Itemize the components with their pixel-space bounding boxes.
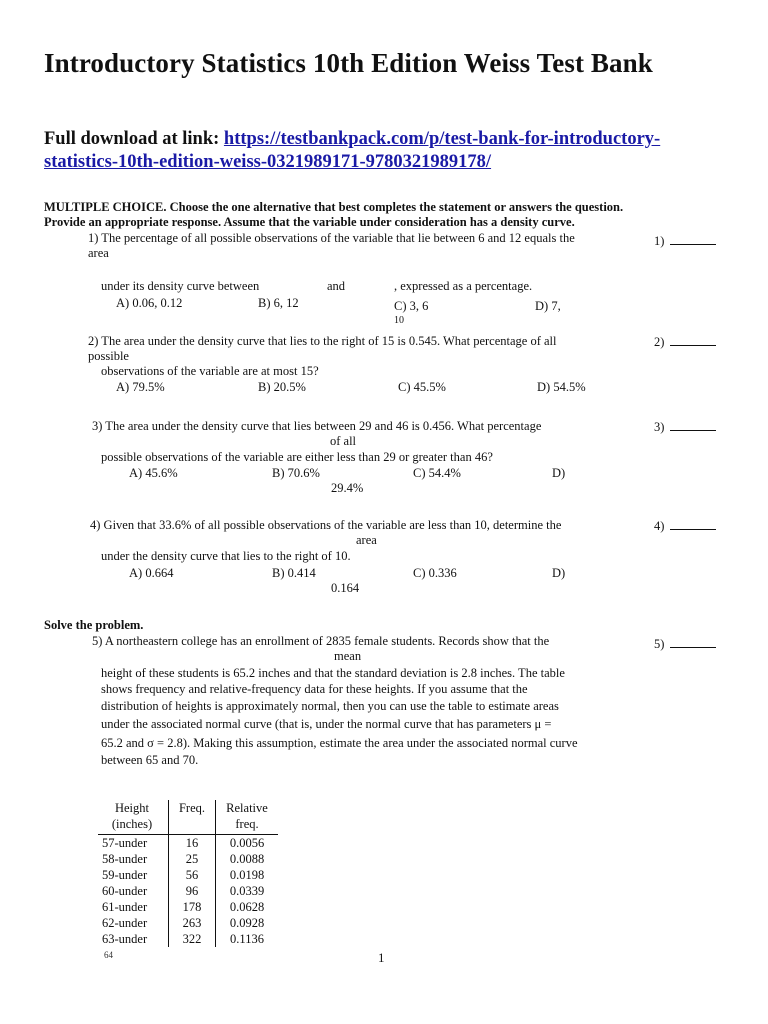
cell-relative-freq: 0.1136 bbox=[230, 932, 264, 946]
height-frequency-table bbox=[98, 800, 278, 947]
q1-answer-blank[interactable] bbox=[670, 233, 716, 245]
q3-option-a[interactable]: A) 45.6% bbox=[129, 466, 178, 480]
cell-freq: 25 bbox=[169, 851, 216, 867]
q4-answer-blank[interactable] bbox=[670, 518, 716, 530]
q3-answer-blank[interactable] bbox=[670, 419, 716, 431]
cell-height: 63-under bbox=[102, 932, 148, 946]
instructions-line-2: Provide an appropriate response. Assume that the variable under consideration has a density curve. bbox=[44, 215, 575, 229]
header-height: Height (inches) bbox=[98, 800, 169, 835]
cell-freq: 96 bbox=[169, 883, 216, 899]
table-row bbox=[98, 835, 278, 852]
table-row bbox=[98, 883, 278, 899]
q5-body-line-5: 65.2 and σ = 2.8). Making this assumption, estimate the area under the associated normal curve bbox=[101, 736, 578, 750]
q1-stem-line-3b: and bbox=[327, 279, 346, 293]
download-label: Full download at link: bbox=[44, 129, 224, 149]
cell-height: 60-under bbox=[102, 884, 148, 898]
table-row bbox=[98, 851, 278, 867]
table-header-row bbox=[98, 800, 278, 835]
download-link-continued[interactable]: statistics-10th-edition-weiss-0321989171-9780321989178/ bbox=[44, 152, 492, 172]
table-cut-row: 64 bbox=[104, 950, 113, 960]
q4-stem-line-3: under the density curve that lies to the right of 10. bbox=[101, 549, 351, 563]
page-title: Introductory Statistics 10th Edition Weiss Test Bank bbox=[44, 48, 653, 78]
table-row bbox=[98, 899, 278, 915]
q2-number: 2) bbox=[654, 335, 665, 349]
table-row bbox=[98, 867, 278, 883]
instructions-line-1: MULTIPLE CHOICE. Choose the one alternative that best completes the statement or answers the question. bbox=[44, 200, 624, 214]
q4-option-a[interactable]: A) 0.664 bbox=[129, 566, 174, 580]
q2-answer-slot[interactable] bbox=[654, 334, 716, 350]
header-freq: Freq. bbox=[169, 800, 216, 835]
cell-freq: 322 bbox=[169, 931, 216, 947]
download-link[interactable]: https://testbankpack.com/p/test-bank-for-introductory- bbox=[223, 129, 661, 149]
cell-relative-freq: 0.0198 bbox=[229, 868, 265, 882]
cell-height: 58-under bbox=[102, 852, 148, 866]
cell-relative-freq: 0.0928 bbox=[229, 916, 265, 930]
q5-stem-line-2: mean bbox=[334, 649, 362, 663]
table-row bbox=[98, 931, 278, 947]
q5-body-line-2: shows frequency and relative-frequency data for these heights. If you assume that the bbox=[101, 682, 528, 696]
q4-number: 4) bbox=[654, 519, 665, 533]
q2-stem-line-1: 2) The area under the density curve that lies to the right of 15 is 0.545. What percentage of all bbox=[88, 334, 557, 348]
q2-stem-line-3: observations of the variable are at most 15? bbox=[101, 364, 319, 378]
q1-stem-line-3a: under its density curve between bbox=[101, 279, 260, 293]
q3-option-d-value: 29.4% bbox=[331, 481, 364, 495]
instructions bbox=[44, 200, 623, 230]
q1-answer-slot[interactable] bbox=[654, 233, 716, 249]
cell-relative-freq: 0.0628 bbox=[229, 900, 265, 914]
q3-stem-line-3: possible observations of the variable are either less than 29 or greater than 46? bbox=[101, 450, 493, 464]
cell-freq: 178 bbox=[169, 899, 216, 915]
q3-answer-slot[interactable] bbox=[654, 419, 716, 435]
q1-stem-line-1: 1) The percentage of all possible observations of the variable that lie between 6 and 12 equals the bbox=[88, 231, 575, 245]
q4-option-b[interactable]: B) 0.414 bbox=[272, 566, 316, 580]
q2-stem-line-2: possible bbox=[88, 349, 129, 363]
cell-height: 61-under bbox=[102, 900, 148, 914]
q3-stem-line-2: of all bbox=[330, 434, 357, 448]
q4-option-d-value: 0.164 bbox=[331, 581, 360, 595]
q5-body-line-4: under the associated normal curve (that is, under the normal curve that has parameters μ = bbox=[101, 717, 552, 731]
cell-freq: 56 bbox=[169, 867, 216, 883]
q3-option-b[interactable]: B) 70.6% bbox=[272, 466, 320, 480]
q5-number: 5) bbox=[654, 637, 665, 651]
q3-number: 3) bbox=[654, 420, 665, 434]
q4-option-d[interactable]: D) bbox=[552, 566, 566, 580]
q5-body-line-6: between 65 and 70. bbox=[101, 753, 199, 767]
cell-relative-freq: 0.0056 bbox=[229, 836, 265, 850]
q2-option-d[interactable]: D) 54.5% bbox=[537, 380, 586, 394]
q5-body-line-3: distribution of heights is approximately normal, then you can use the table to estimate areas bbox=[101, 699, 559, 713]
q1-number: 1) bbox=[654, 234, 665, 248]
q3-option-c[interactable]: C) 54.4% bbox=[413, 466, 461, 480]
q4-answer-slot[interactable] bbox=[654, 518, 716, 534]
q2-option-c[interactable]: C) 45.5% bbox=[398, 380, 446, 394]
download-block bbox=[44, 128, 660, 174]
q4-stem-line-1: 4) Given that 33.6% of all possible observations of the variable are less than 10, determine the bbox=[90, 518, 562, 532]
q3-option-d[interactable]: D) bbox=[552, 466, 566, 480]
q3-stem-line-1: 3) The area under the density curve that lies between 29 and 46 is 0.456. What percentage bbox=[92, 419, 542, 433]
q5-answer-blank[interactable] bbox=[670, 636, 716, 648]
q1-stem-line-3c: , expressed as a percentage. bbox=[394, 279, 533, 293]
q1-option-d-overflow: 10 bbox=[394, 315, 404, 326]
q5-answer-slot[interactable] bbox=[654, 636, 716, 652]
q2-answer-blank[interactable] bbox=[670, 334, 716, 346]
cell-freq: 263 bbox=[169, 915, 216, 931]
q2-option-a[interactable]: A) 79.5% bbox=[116, 380, 165, 394]
q1-option-c[interactable]: C) 3, 6 bbox=[394, 299, 429, 313]
q4-option-c[interactable]: C) 0.336 bbox=[413, 566, 457, 580]
cell-relative-freq: 0.0339 bbox=[229, 884, 265, 898]
cell-relative-freq: 0.0088 bbox=[229, 852, 265, 866]
header-relative-freq: Relative freq. bbox=[216, 800, 279, 835]
table-row bbox=[98, 915, 278, 931]
q4-stem-line-2: area bbox=[356, 533, 377, 547]
page-number: 1 bbox=[378, 950, 385, 965]
cell-height: 59-under bbox=[102, 868, 148, 882]
q1-option-a[interactable]: A) 0.06, 0.12 bbox=[116, 296, 183, 310]
cell-freq: 16 bbox=[169, 835, 216, 852]
cell-height: 62-under bbox=[102, 916, 148, 930]
q1-option-b[interactable]: B) 6, 12 bbox=[258, 296, 299, 310]
q2-option-b[interactable]: B) 20.5% bbox=[258, 380, 306, 394]
q5-body-line-1: height of these students is 65.2 inches and that the standard deviation is 2.8 inches. The table bbox=[101, 666, 565, 680]
q1-stem-line-2: area bbox=[88, 246, 109, 260]
q1-option-d[interactable]: D) 7, bbox=[535, 299, 561, 313]
cell-height: 57-under bbox=[102, 836, 148, 850]
section-heading-solve: Solve the problem. bbox=[44, 618, 144, 632]
q5-stem-line-1: 5) A northeastern college has an enrollment of 2835 female students. Records show that the bbox=[92, 634, 550, 648]
